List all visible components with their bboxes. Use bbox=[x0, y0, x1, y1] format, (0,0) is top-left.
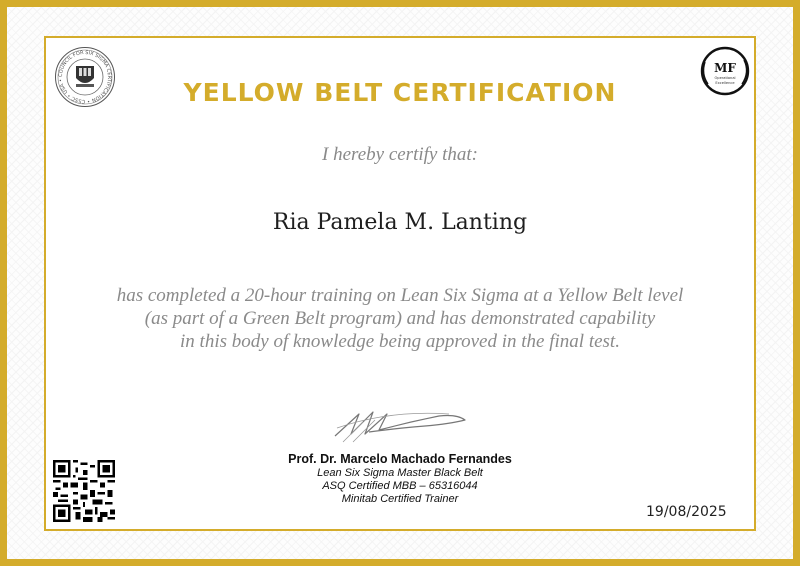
signature-image bbox=[329, 404, 469, 448]
recipient-name: Ria Pamela M. Lanting bbox=[272, 210, 528, 235]
certificate-statement bbox=[46, 284, 754, 353]
statement-line: in this body of knowledge being approved in the final test. bbox=[180, 331, 620, 352]
svg-text:COUNCIL FOR SIX SIGMA CERTIFIC: COUNCIL FOR SIX SIGMA CERTIFICATION • CSSC • USA • bbox=[57, 49, 113, 105]
signatory-block bbox=[46, 451, 754, 506]
qr-code[interactable] bbox=[53, 460, 115, 522]
certificate-frame bbox=[7, 7, 793, 559]
signatory-title: ASQ Certified MBB – 65316044 bbox=[322, 480, 478, 492]
certificate-title: YELLOW BELT CERTIFICATION bbox=[183, 78, 617, 107]
signatory-title: Minitab Certified Trainer bbox=[341, 493, 459, 505]
signatory-title: Lean Six Sigma Master Black Belt bbox=[317, 467, 483, 479]
signatory-name: Prof. Dr. Marcelo Machado Fernandes bbox=[288, 452, 512, 466]
certificate-body bbox=[44, 36, 756, 531]
svg-text:Excellence: Excellence bbox=[715, 81, 735, 85]
statement-line: has completed a 20-hour training on Lean Six Sigma at a Yellow Belt level bbox=[116, 285, 684, 306]
statement-line: (as part of a Green Belt program) and has demonstrated capability bbox=[144, 308, 656, 329]
svg-text:Operational: Operational bbox=[714, 76, 736, 80]
issue-date: 19/08/2025 bbox=[646, 504, 727, 520]
certify-line: I hereby certify that: bbox=[322, 144, 478, 165]
svg-text:MF: MF bbox=[714, 61, 736, 75]
